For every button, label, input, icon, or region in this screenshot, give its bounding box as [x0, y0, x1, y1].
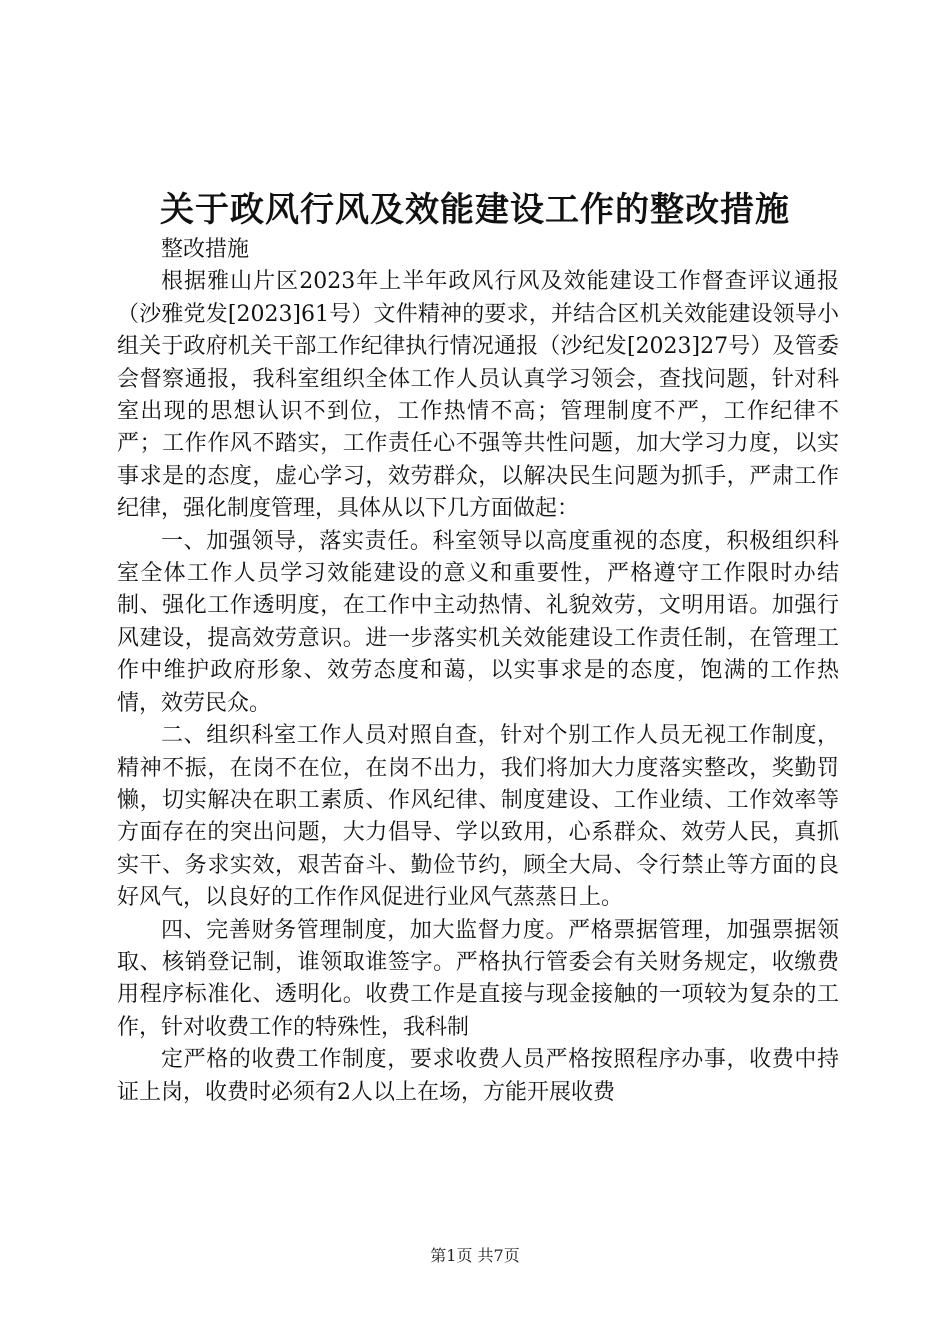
- paragraph-intro: 根据雅山片区2023年上半年政风行风及效能建设工作督查评议通报（沙雅党发[2023]61号）文件精神的要求，并结合区机关效能建设领导小组关于政府机关干部工作纪律执行情况通报（沙纪发[2023]27号）及管委会督察通报，我科室组织全体工作人员认真学习领会，查找问题，针对科室出现的思想认识不到位，工作热情不高；管理制度不严，工作纪律不严；工作作风不踏实，工作责任心不强等共性问题，加大学习力度，以实事求是的态度，虚心学习，效劳群众，以解决民生问题为抓手，严肃工作纪律，强化制度管理，具体从以下几方面做起：: [117, 269, 839, 522]
- page-number-footer: 第1页 共7页: [430, 1246, 520, 1265]
- document-body: [117, 234, 839, 1109]
- paragraph-subtitle: 整改措施: [161, 237, 250, 262]
- paragraph-section-2: 二、组织科室工作人员对照自查，针对个别工作人员无视工作制度，精神不振，在岗不在位，在岗不出力，我们将加大力度落实整改，奖勤罚懒，切实解决在职工素质、作风纪律、制度建设、工作业绩、工作效率等方面存在的突出问题，大力倡导、学以致用，心系群众、效劳人民，真抓实干、务求实效，艰苦奋斗、勤俭节约，顾全大局、令行禁止等方面的良好风气，以良好的工作作风促进行业风气蒸蒸日上。: [117, 723, 839, 911]
- paragraph-continued: 定严格的收费工作制度，要求收费人员严格按照程序办事，收费中持证上岗，收费时必须有2人以上在场，方能开展收费: [117, 1047, 839, 1105]
- paragraph-section-1: 一、加强领导，落实责任。科室领导以高度重视的态度，积极组织科室全体工作人员学习效能建设的意义和重要性，严格遵守工作限时办结制、强化工作透明度，在工作中主动热情、礼貌效劳，文明用语。加强行风建设，提高效劳意识。进一步落实机关效能建设工作责任制，在管理工作中维护政府形象、效劳态度和蔼，以实事求是的态度，饱满的工作热情，效劳民众。: [117, 528, 839, 716]
- document-title: 关于政风行风及效能建设工作的整改措施: [160, 190, 790, 230]
- paragraph-section-4: 四、完善财务管理制度，加大监督力度。严格票据管理，加强票据领取、核销登记制，谁领取谁签字。严格执行管委会有关财务规定，收缴费用程序标准化、透明化。收费工作是直接与现金接触的一项较为复杂的工作，针对收费工作的特殊性，我科制: [117, 917, 839, 1040]
